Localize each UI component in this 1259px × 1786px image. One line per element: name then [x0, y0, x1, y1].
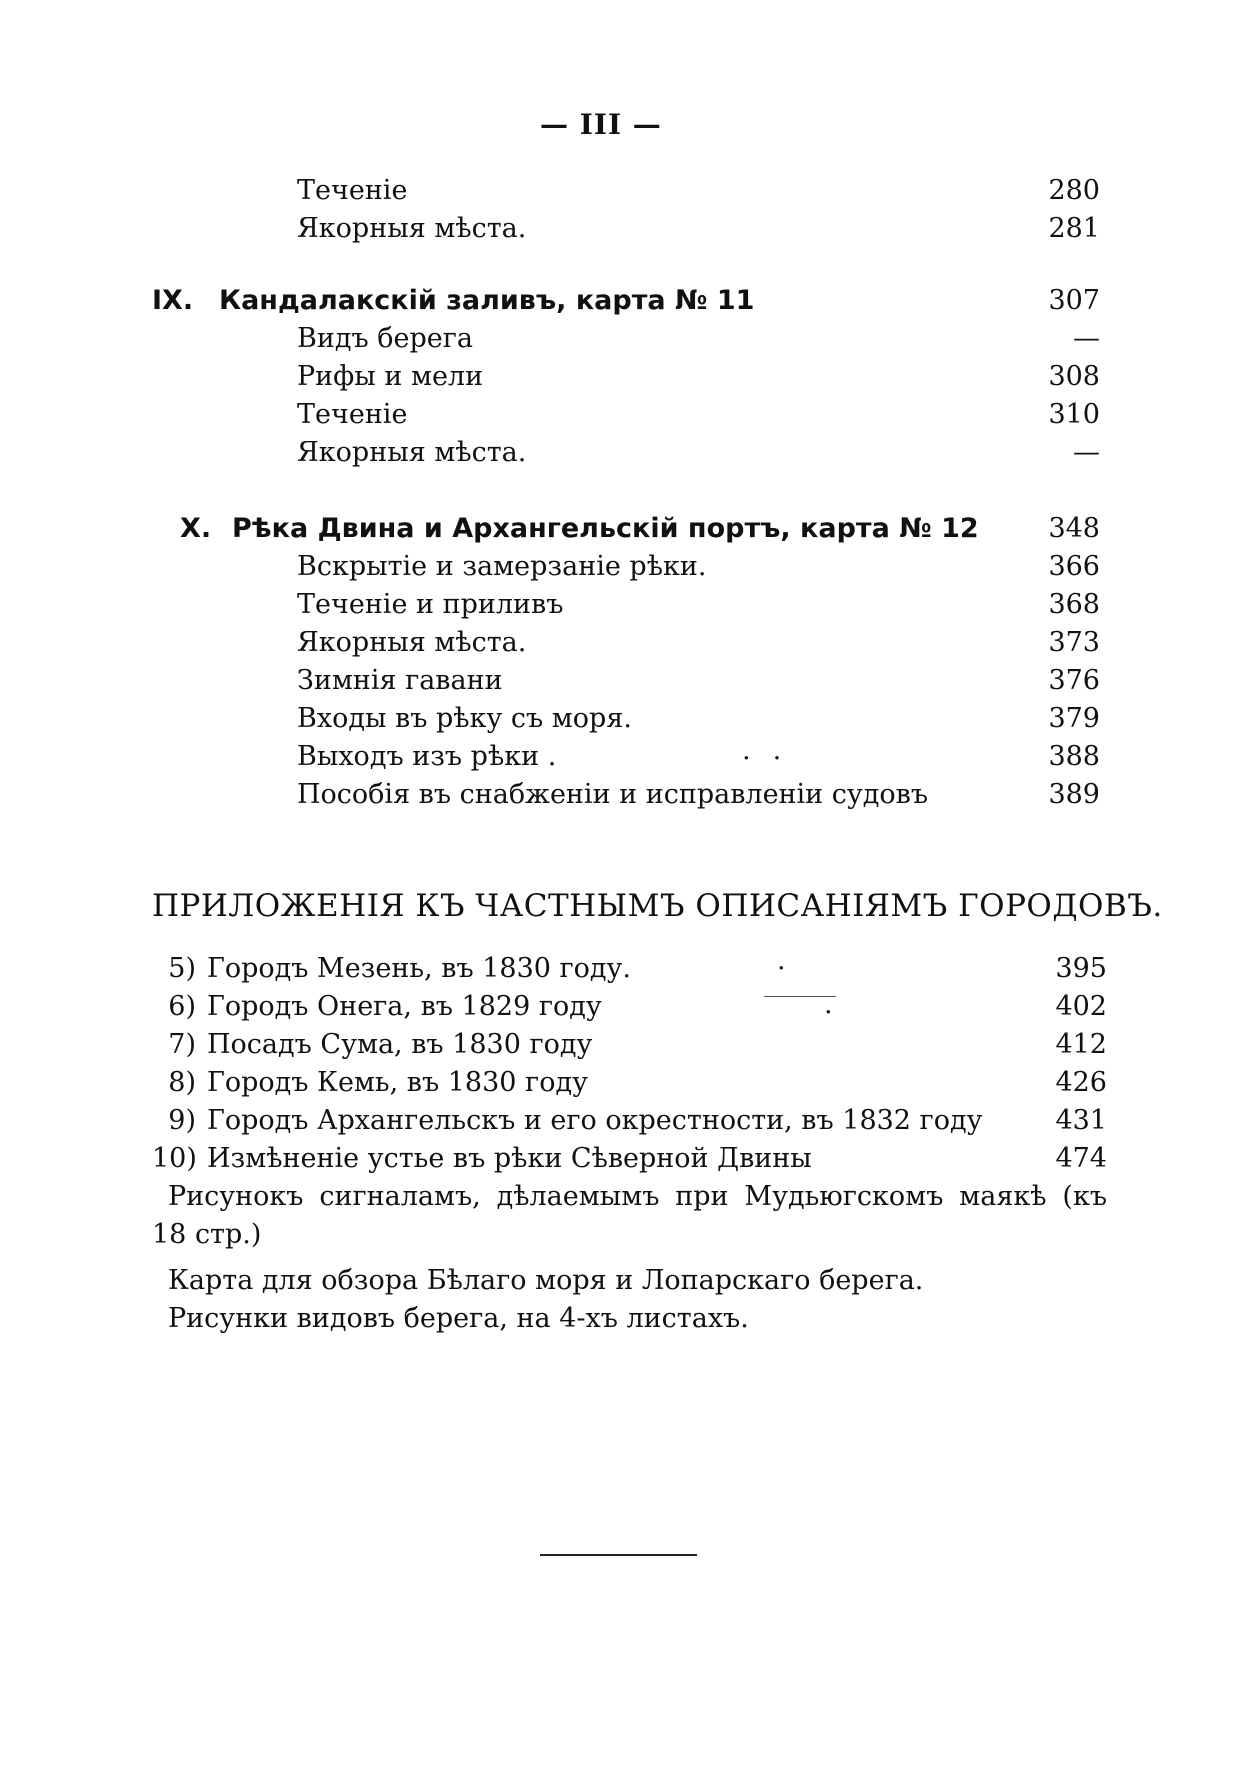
toc-section-heading: [152, 285, 1100, 321]
toc-entry: [297, 703, 1100, 739]
toc-entry: [297, 665, 1100, 701]
toc-entry: [297, 399, 1100, 435]
toc-entry: [297, 437, 1100, 473]
stray-dot: .: [824, 989, 833, 1020]
toc-entry-title: Якорныя мѣста.: [297, 627, 527, 658]
toc-entry-page: 388: [1048, 741, 1100, 772]
appendix-item-number: 5): [168, 953, 196, 984]
toc-entry-page: 389: [1048, 779, 1100, 810]
toc-entry-title: Рифы и мели: [297, 361, 484, 392]
toc-entry-title: Вскрытіе и замерзаніе рѣки.: [297, 551, 707, 582]
toc-entry-title: Теченіе: [297, 399, 408, 430]
appendix-item-title: Посадъ Сума, въ 1830 году: [207, 1029, 593, 1060]
toc-entry-page: 376: [1048, 665, 1100, 696]
toc-entry-page: 366: [1048, 551, 1100, 582]
toc-entry: [297, 627, 1100, 663]
appendix-item-number: 10): [152, 1143, 197, 1174]
toc-entry-page: 368: [1048, 589, 1100, 620]
closing-rule: [540, 1554, 697, 1556]
appendix-item-title: Городъ Онега, въ 1829 году: [207, 991, 602, 1022]
section-numeral: IX.: [152, 285, 194, 316]
appendix-item-title: Измѣненіе устье въ рѣки Сѣверной Двины: [207, 1143, 812, 1174]
appendix-item-page: 431: [1055, 1105, 1107, 1136]
section-numeral: X.: [180, 513, 212, 544]
toc-entry-title: Входы въ рѣку съ моря.: [297, 703, 632, 734]
toc-entry-page: 373: [1048, 627, 1100, 658]
appendix-title: ПРИЛОЖЕНІЯ КЪ ЧАСТНЫМЪ ОПИСАНІЯМЪ ГОРОДОВЪ.: [152, 888, 1163, 924]
appendix-item-page: 474: [1055, 1143, 1107, 1174]
toc-entry-page: —: [1073, 323, 1100, 354]
toc-entry: [297, 323, 1100, 359]
toc-section-heading: [152, 513, 1100, 549]
toc-entry-page: 310: [1048, 399, 1100, 430]
appendix-item: [152, 1067, 1107, 1103]
toc-entry-title: Якорныя мѣста.: [297, 213, 527, 244]
appendix-note: 18 стр.): [152, 1219, 262, 1250]
appendix-item-number: 9): [168, 1105, 196, 1136]
toc-entry-title: Теченіе: [297, 175, 408, 206]
appendix-item-title: Городъ Мезень, въ 1830 году.: [207, 953, 631, 984]
toc-entry: [297, 551, 1100, 587]
toc-entry-title: Теченіе и приливъ: [297, 589, 564, 620]
appendix-note: Рисунокъ сигналамъ, дѣлаемымъ при Мудьюгскомъ маякѣ (къ: [168, 1181, 1107, 1212]
toc-entry-page: 281: [1048, 213, 1100, 244]
appendix-note: Карта для обзора Бѣлаго моря и Лопарскаго берега.: [168, 1265, 924, 1296]
stray-dot: .: [777, 945, 786, 976]
toc-entry: [297, 589, 1100, 625]
appendix-item-number: 8): [168, 1067, 196, 1098]
appendix-item-title: Городъ Архангельскъ и его окрестности, въ 1832 году: [207, 1105, 983, 1136]
toc-entry: [297, 213, 1100, 249]
page-folio: — III —: [540, 108, 662, 141]
toc-entry-page: 308: [1048, 361, 1100, 392]
toc-entry-title: Выходъ изъ рѣки .: [297, 741, 557, 772]
toc-entry: [297, 175, 1100, 211]
appendix-note: Рисунки видовъ берега, на 4-хъ листахъ.: [168, 1303, 749, 1334]
toc-entry-title: Пособія въ снабженіи и исправленіи судовъ: [297, 779, 929, 810]
appendix-item: [152, 1143, 1107, 1179]
toc-entry: [297, 779, 1100, 815]
toc-entry: [297, 361, 1100, 397]
appendix-item-page: 426: [1055, 1067, 1107, 1098]
appendix-item-number: 6): [168, 991, 196, 1022]
toc-entry-title: Зимнія гавани: [297, 665, 503, 696]
appendix-item: [152, 1029, 1107, 1065]
section-page: 307: [1048, 285, 1100, 316]
appendix-item-page: 412: [1055, 1029, 1107, 1060]
appendix-item: [152, 945, 1107, 989]
toc-entry-page: 280: [1048, 175, 1100, 206]
appendix-item: [152, 1105, 1107, 1141]
toc-entry-title: Видъ берега: [297, 323, 473, 354]
section-title: Кандалакскій заливъ, карта № 11: [219, 285, 755, 316]
toc-entry: [297, 735, 1100, 777]
leader-dots: ..: [742, 735, 804, 766]
toc-entry-title: Якорныя мѣста.: [297, 437, 527, 468]
appendix-item-page: 395: [1055, 953, 1107, 984]
section-page: 348: [1048, 513, 1100, 544]
appendix-item-number: 7): [168, 1029, 196, 1060]
toc-entry-page: —: [1073, 437, 1100, 468]
toc-entry-page: 379: [1048, 703, 1100, 734]
section-title: Рѣка Двина и Архангельскій портъ, карта № 12: [232, 513, 979, 544]
appendix-item-page: 402: [1055, 991, 1107, 1022]
appendix-item-title: Городъ Кемь, въ 1830 году: [207, 1067, 588, 1098]
appendix-item: [152, 991, 1107, 1027]
